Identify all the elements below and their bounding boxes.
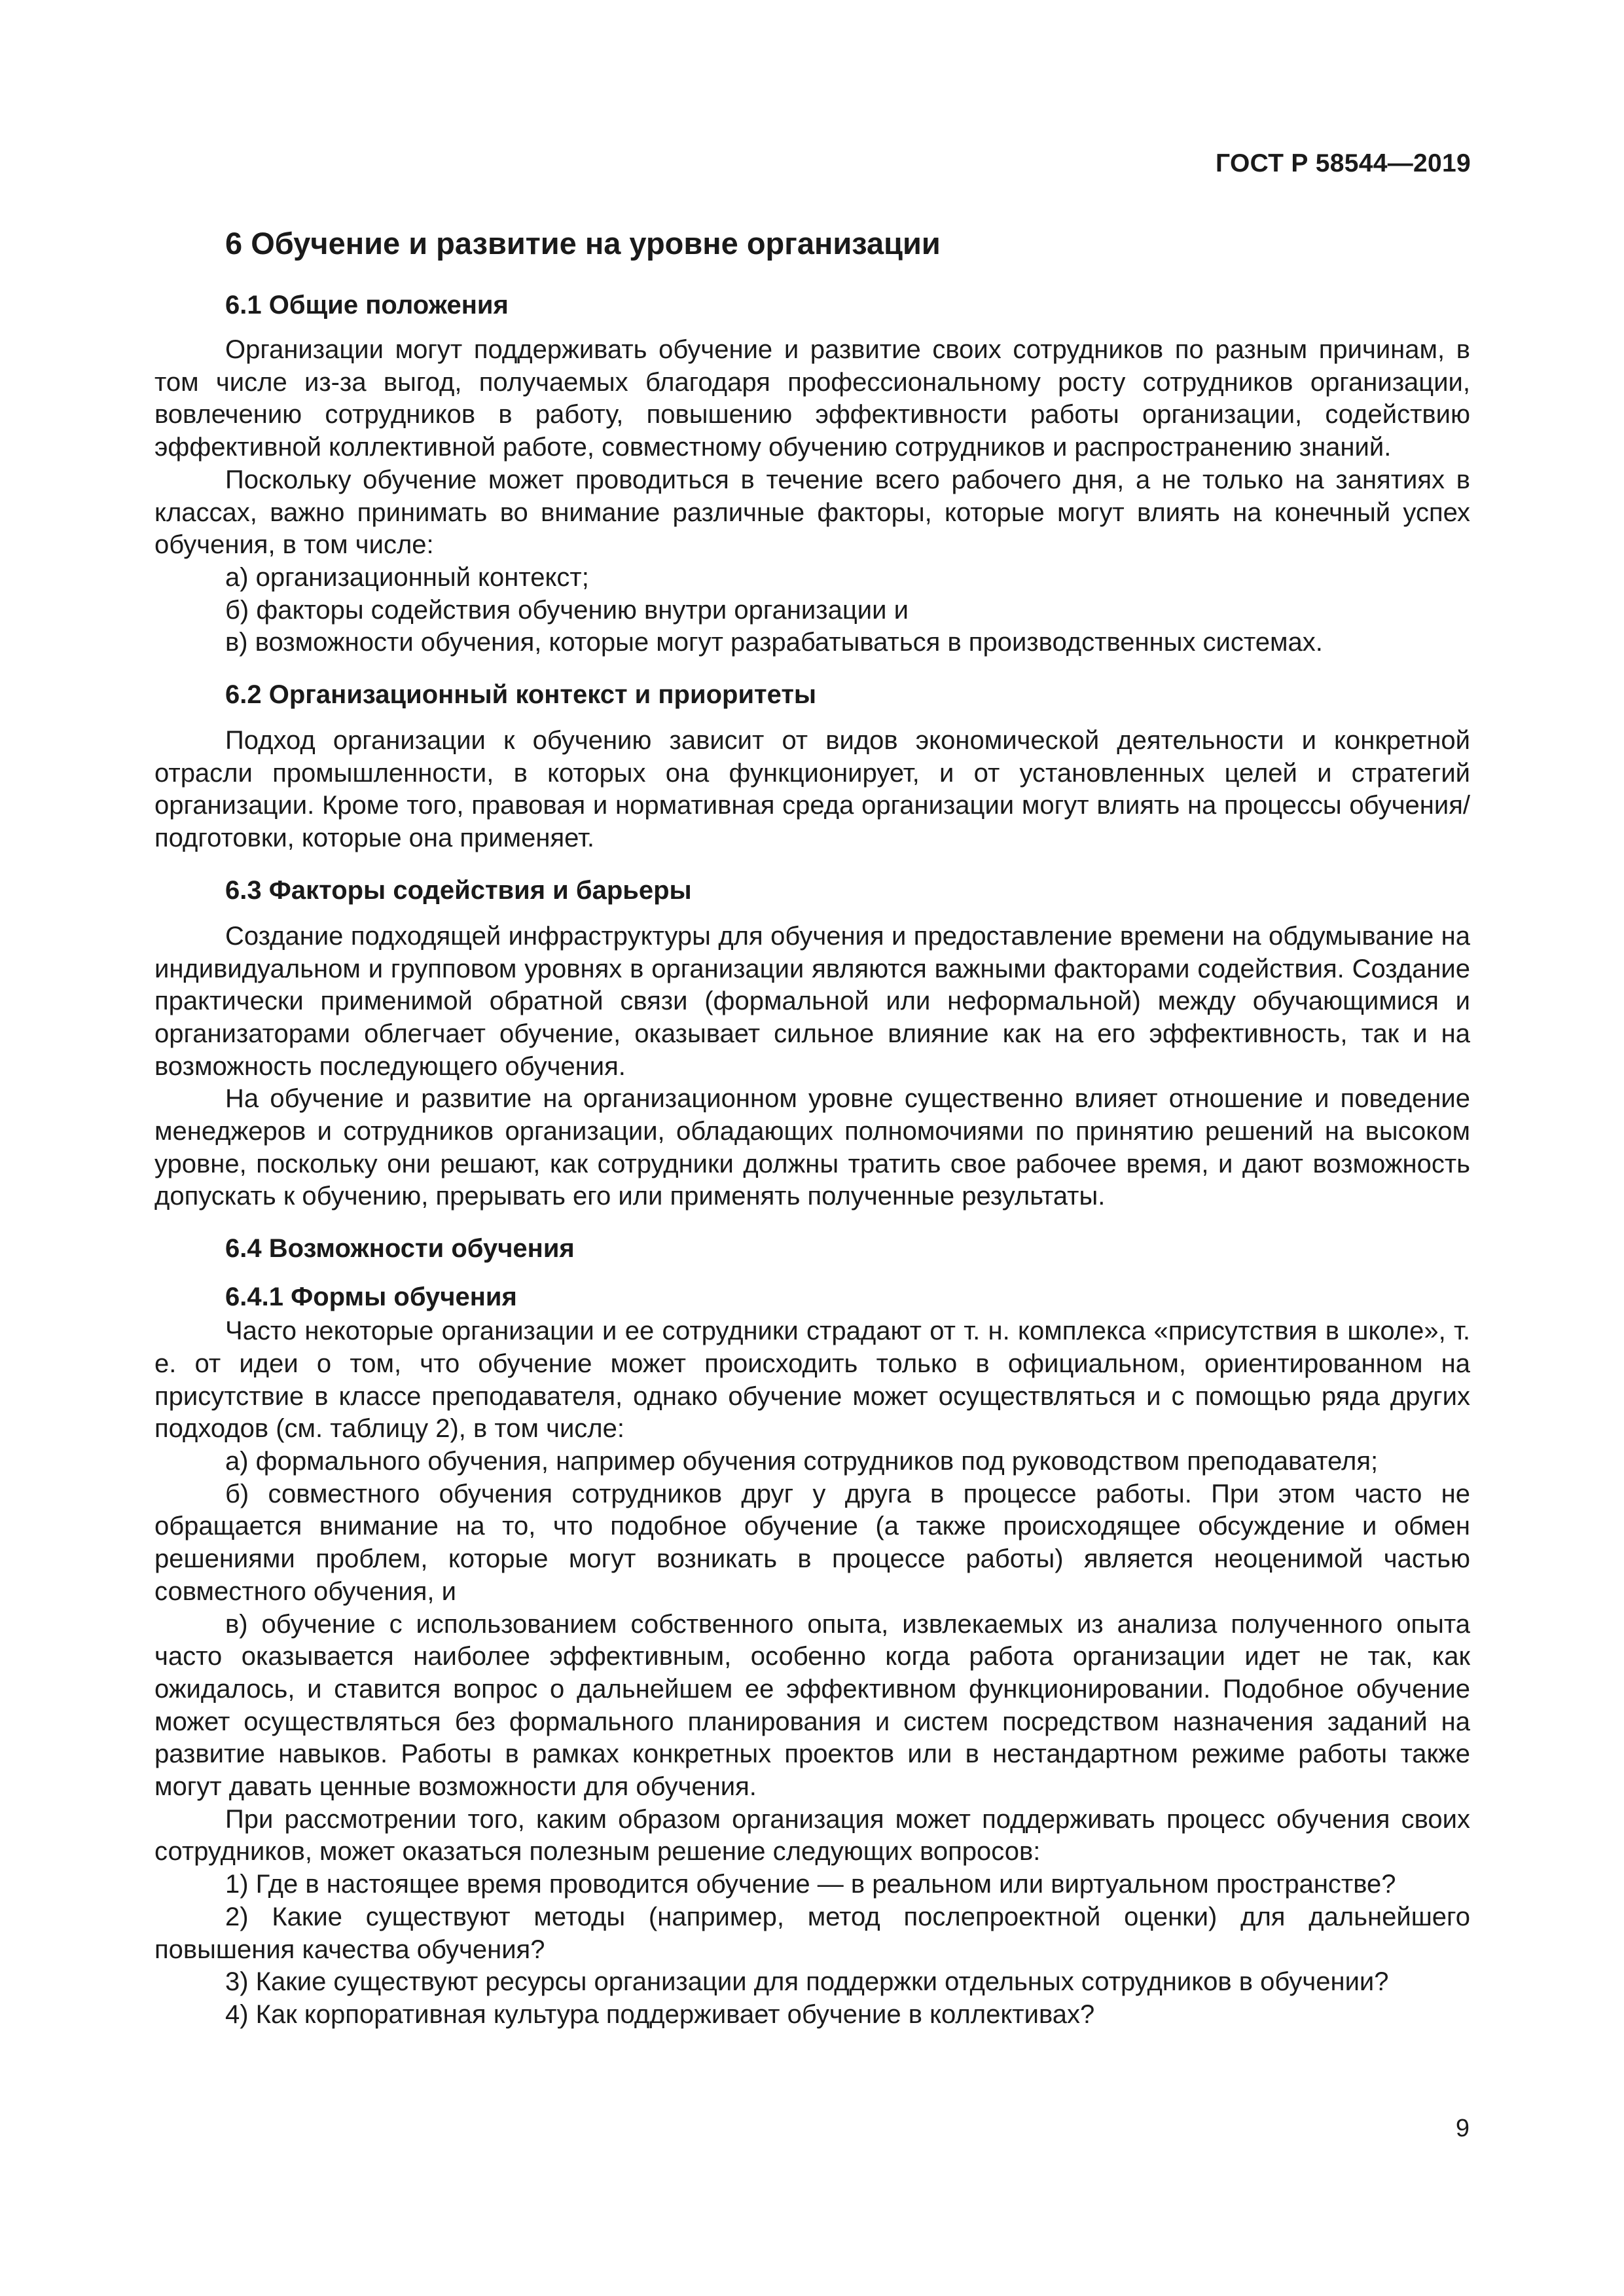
section-6-3-paragraph-2: На обучение и развитие на организационном уровне существенно влияет отношение и поведение менеджеров и сотрудников организации, обладающих полномочиями по принятию решений на высоком уровне, поскольку они решают, как сотрудники должны тратить свое рабочее время, и дают возможность допускать к обучению, прерывать его или применять полученные результаты.: [154, 1084, 1470, 1211]
document-code: ГОСТ Р 58544—2019: [1216, 149, 1471, 177]
section-6-1-title: 6.1 Общие положения: [225, 291, 509, 319]
section-6-4-1-title: 6.4.1 Формы обучения: [225, 1283, 517, 1312]
section-6-3-title: 6.3 Факторы содействия и барьеры: [225, 875, 692, 905]
section-6-4-1-question-2: 2) Какие существуют методы (например, метод послепроектной оценки) для дальнейшего повышения качества обучения?: [154, 1902, 1470, 1964]
section-6-4-1-question-3: 3) Какие существуют ресурсы организации для поддержки отдельных сотрудников в обучении?: [225, 1967, 1389, 1997]
section-6-4-1-list-item-a: а) формального обучения, например обучения сотрудников под руководством преподавателя;: [225, 1446, 1379, 1476]
document-body: [154, 223, 1470, 2032]
section-6-4-1-question-1: 1) Где в настоящее время проводится обучение — в реальном или виртуальном пространстве?: [225, 1870, 1396, 1899]
section-6-4-1-list-item-c: в) обучение с использованием собственного опыта, извлекаемых из анализа полученного опыта часто оказывается наиболее эффективным, особенно когда работа организации идет не так, как ожидалось, и ставится вопрос о дальнейшем ее эффективном функционировании. Подобное обучение может осуществляться без формального планирования и систем посредством назначения заданий на развитие навыков. Работы в рамках конкретных проектов или в нестандартном режиме работы также могут давать ценные возможности для обучения.: [154, 1609, 1470, 1802]
page-number: 9: [1455, 2115, 1470, 2142]
section-6-3-paragraph-1: Создание подходящей инфраструктуры для обучения и предоставление времени на обдумывание на индивидуальном и групповом уровнях в организации являются важными факторами содействия. Создание практически применимой обратной связи (формальной или неформальной) между обучающимися и организаторами облегчает обучение, оказывает сильное влияние как на его эффективность, так и на возможность последующего обучения.: [154, 921, 1470, 1081]
section-6-title: 6 Обучение и развитие на уровне организации: [225, 226, 941, 261]
section-6-1-list-item-b: б) факторы содействия обучению внутри организации и: [225, 595, 909, 625]
section-6-1-paragraph-2: Поскольку обучение может проводиться в течение всего рабочего дня, а не только на занятиях в классах, важно принимать во внимание различные факторы, которые могут влиять на конечный успех обучения, в том числе:: [154, 465, 1470, 560]
section-6-2-title: 6.2 Организационный контекст и приоритеты: [225, 680, 817, 710]
section-6-4-1-question-4: 4) Как корпоративная культура поддерживает обучение в коллективах?: [225, 1999, 1095, 2029]
section-6-4-1-list-item-b: б) совместного обучения сотрудников друг у друга в процессе работы. При этом часто не обращается внимание на то, что подобное обучение (а также происходящее обсуждение и обмен решениями проблем, которые могут возникать в процессе работы) является неоценимой частью совместного обучения, и: [154, 1479, 1470, 1606]
section-6-2-paragraph-1: Подход организации к обучению зависит от видов экономической деятельности и конкретной отрасли промышленности, в которых она функционирует, и от установленных целей и стратегий организации. Кроме того, правовая и нормативная среда организации могут влиять на процессы обучения/подготовки, которые она применяет.: [154, 726, 1470, 853]
section-6-4-1-paragraph-2: При рассмотрении того, каким образом организация может поддерживать процесс обучения своих сотрудников, может оказаться полезным решение следующих вопросов:: [154, 1804, 1470, 1867]
section-6-4-1-paragraph-1: Часто некоторые организации и ее сотрудники страдают от т. н. комплекса «присутствия в школе», т. е. от идеи о том, что обучение может происходить только в официальном, ориентированном на присутствие в классе преподавателя, однако обучение может осуществляться и с помощью ряда других подходов (см. таблицу 2), в том числе:: [154, 1317, 1470, 1444]
section-6-4-title: 6.4 Возможности обучения: [225, 1234, 575, 1264]
section-6-1-list-item-a: а) организационный контекст;: [225, 562, 589, 592]
section-6-1-paragraph-1: Организации могут поддерживать обучение и развитие своих сотрудников по разным причинам, в том числе из-за выгод, получаемых благодаря профессиональному росту сотрудников организации, вовлечению сотрудников в работу, повышению эффективности работы организации, содействию эффективной коллективной работе, совместному обучению сотрудников и распространению знаний.: [154, 335, 1470, 462]
section-6-1-list-item-c: в) возможности обучения, которые могут разрабатываться в производственных системах.: [225, 628, 1323, 657]
